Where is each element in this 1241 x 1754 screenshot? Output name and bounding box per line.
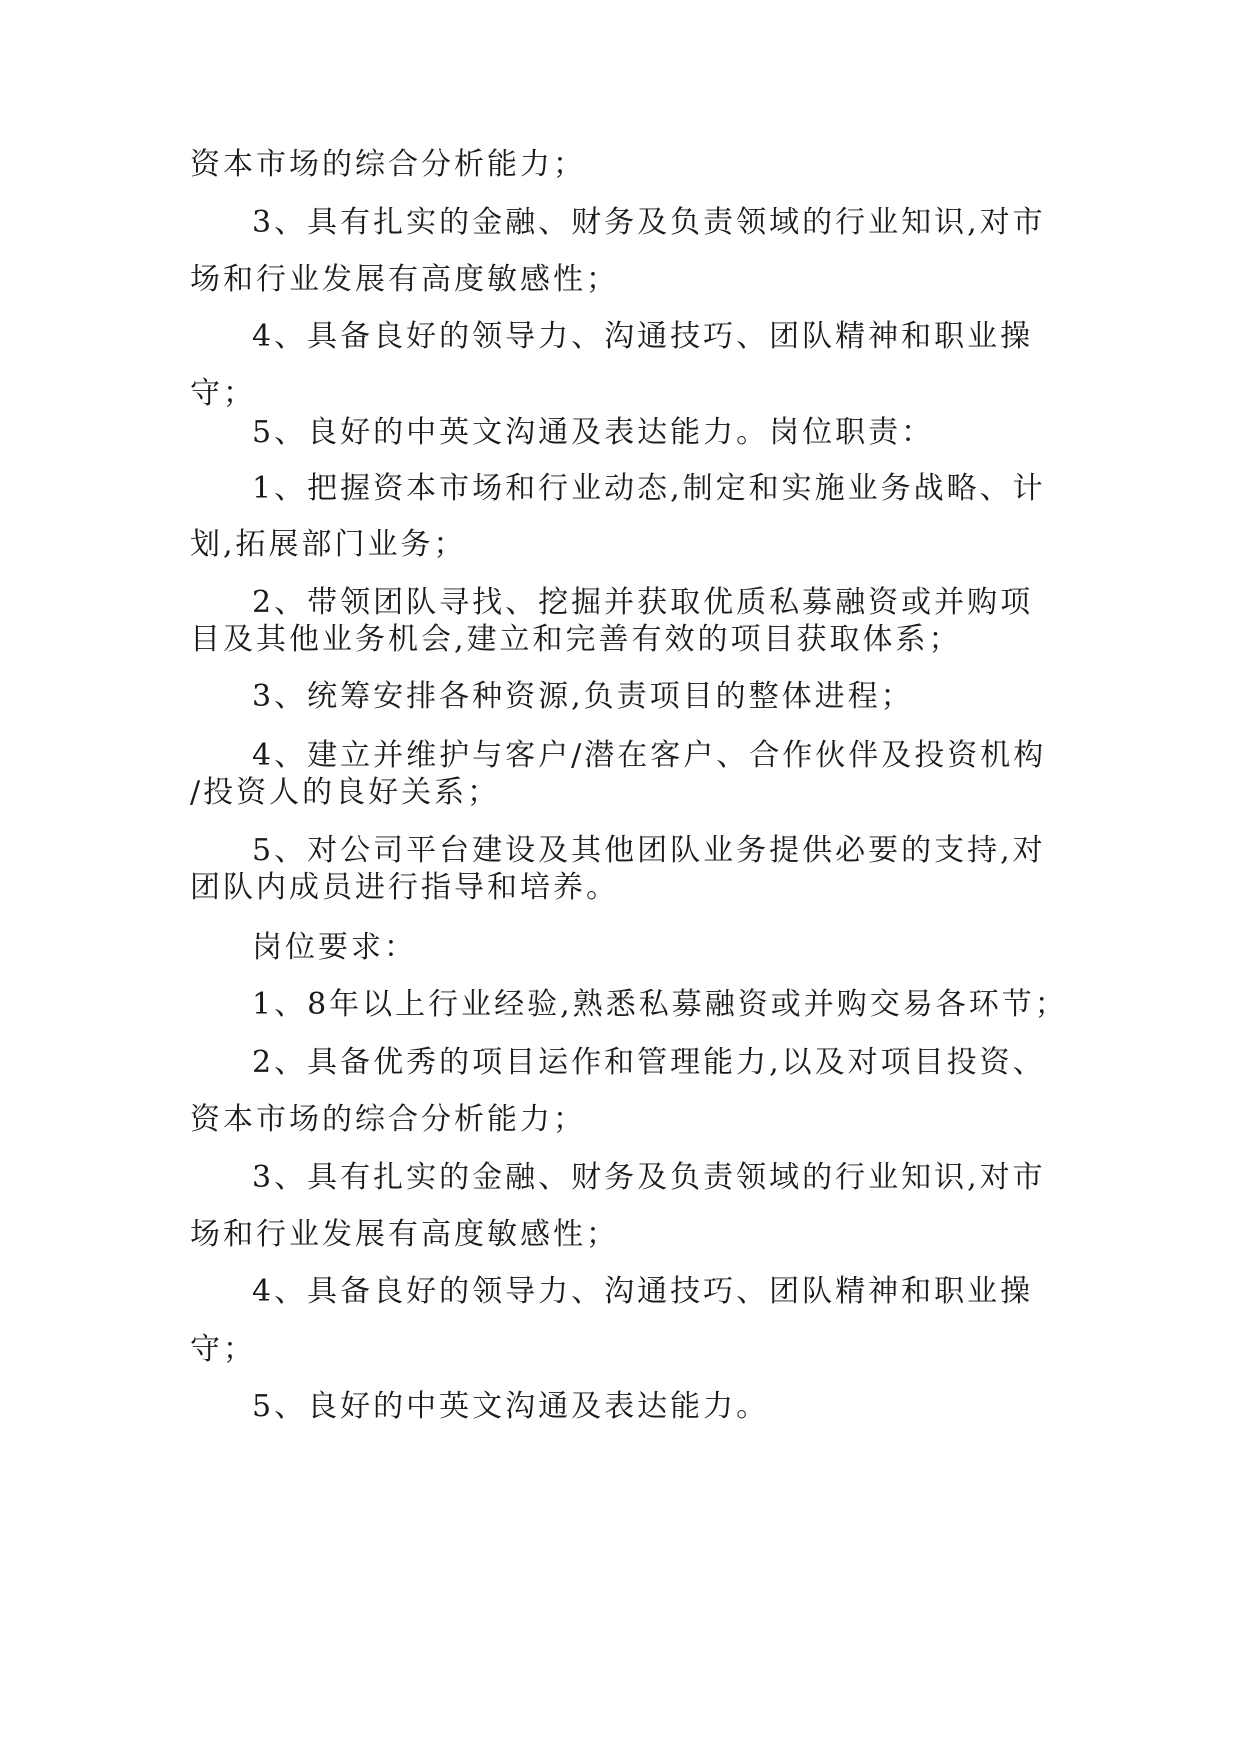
text-line: 团队内成员进行指导和培养。 — [190, 870, 619, 905]
text-line: 岗位要求： — [252, 930, 417, 965]
text-line: 资本市场的综合分析能力； — [190, 147, 586, 182]
text-line: 场和行业发展有高度敏感性； — [190, 262, 619, 297]
text-line: 3、具有扎实的金融、财务及负责领域的行业知识,对市 — [252, 1160, 1046, 1195]
text-line: 目及其他业务机会,建立和完善有效的项目获取体系； — [190, 622, 962, 657]
text-line: 4、具备良好的领导力、沟通技巧、团队精神和职业操 — [252, 1274, 1034, 1309]
text-line: 守； — [190, 1332, 256, 1367]
text-line: 2、带领团队寻找、挖掘并获取优质私募融资或并购项 — [252, 585, 1034, 620]
text-line: 资本市场的综合分析能力； — [190, 1102, 586, 1137]
text-line: 5、良好的中英文沟通及表达能力。 — [252, 1389, 770, 1424]
text-line: 守； — [190, 376, 256, 411]
text-line: 2、具备优秀的项目运作和管理能力,以及对项目投资、 — [252, 1045, 1046, 1080]
text-line: 5、良好的中英文沟通及表达能力。岗位职责： — [252, 415, 935, 450]
text-line: 4、建立并维护与客户/潜在客户、合作伙伴及投资机构 — [252, 738, 1047, 773]
text-line: 5、对公司平台建设及其他团队业务提供必要的支持,对 — [252, 833, 1046, 868]
text-line: 3、具有扎实的金融、财务及负责领域的行业知识,对市 — [252, 205, 1046, 240]
text-line: 场和行业发展有高度敏感性； — [190, 1217, 619, 1252]
text-line: 4、具备良好的领导力、沟通技巧、团队精神和职业操 — [252, 319, 1034, 354]
text-line: 1、把握资本市场和行业动态,制定和实施业务战略、计 — [252, 471, 1046, 506]
text-line: 划,拓展部门业务； — [190, 527, 467, 562]
text-line: 1、8年以上行业经验,熟悉私募融资或并购交易各环节； — [252, 987, 1068, 1022]
text-line: /投资人的良好关系； — [190, 775, 501, 810]
text-line: 3、统筹安排各种资源,负责项目的整体进程； — [252, 679, 914, 714]
